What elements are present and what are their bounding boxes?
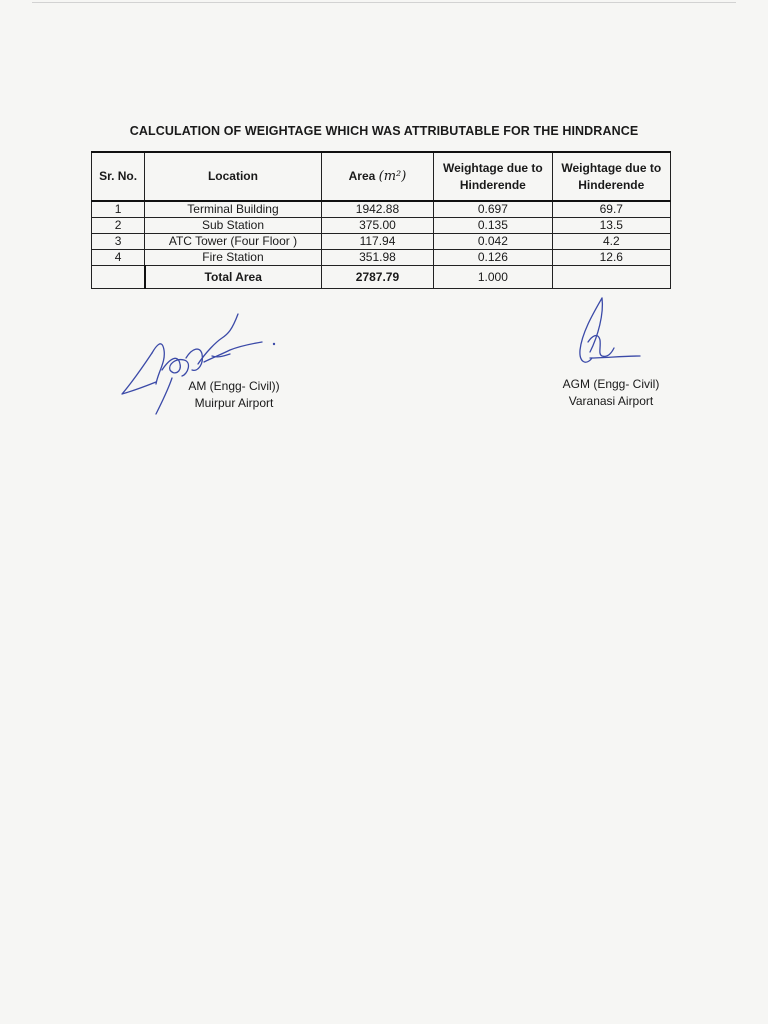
header-area-unit: (m²) (378, 169, 407, 184)
signatory-left-designation: AM (Engg- Civil)) (188, 379, 280, 393)
table-row (92, 234, 671, 250)
cell-location: Terminal Building (145, 201, 322, 218)
cell-location: Fire Station (145, 250, 322, 266)
table-header-row (92, 152, 671, 201)
total-weightage-percent-empty (552, 266, 670, 289)
cell-weightage-percent: 4.2 (552, 234, 670, 250)
total-area: 2787.79 (321, 266, 433, 289)
table-row (92, 201, 671, 218)
table-row (92, 250, 671, 266)
header-weightage-fraction: Weightage due to Hinderende (434, 152, 552, 201)
signatory-left-location: Muirpur Airport (194, 396, 274, 410)
cell-area: 117.94 (321, 234, 433, 250)
cell-location: ATC Tower (Four Floor ) (145, 234, 322, 250)
weightage-table (91, 151, 671, 289)
header-weightage-percent: Weightage due to Hinderende (552, 152, 670, 201)
cell-sr-no: 1 (92, 201, 145, 218)
cell-area: 375.00 (321, 218, 433, 234)
scan-edge-line (32, 2, 736, 3)
signatory-right-location: Varanasi Airport (568, 394, 654, 408)
cell-area: 351.98 (321, 250, 433, 266)
header-area (321, 152, 433, 201)
signatory-right-designation: AGM (Engg- Civil) (562, 377, 660, 391)
signatory-left (164, 378, 304, 412)
total-weightage-fraction: 1.000 (434, 266, 552, 289)
cell-total-empty (92, 266, 145, 289)
table-row (92, 218, 671, 234)
header-area-label: Area (348, 169, 376, 183)
total-row (92, 266, 671, 289)
cell-weightage-percent: 69.7 (552, 201, 670, 218)
cell-sr-no: 3 (92, 234, 145, 250)
signatory-right (546, 376, 676, 410)
cell-sr-no: 2 (92, 218, 145, 234)
cell-weightage-percent: 13.5 (552, 218, 670, 234)
signature-right-image (568, 292, 648, 372)
header-location: Location (145, 152, 322, 201)
cell-weightage-percent: 12.6 (552, 250, 670, 266)
cell-weightage-fraction: 0.042 (434, 234, 552, 250)
cell-weightage-fraction: 0.135 (434, 218, 552, 234)
cell-sr-no: 4 (92, 250, 145, 266)
document-title: CALCULATION OF WEIGHTAGE WHICH WAS ATTRIBUTABLE FOR THE HINDRANCE (129, 124, 639, 138)
cell-weightage-fraction: 0.126 (434, 250, 552, 266)
cell-weightage-fraction: 0.697 (434, 201, 552, 218)
header-sr-no: Sr. No. (92, 152, 145, 201)
cell-location: Sub Station (145, 218, 322, 234)
cell-area: 1942.88 (321, 201, 433, 218)
total-label: Total Area (145, 266, 322, 289)
